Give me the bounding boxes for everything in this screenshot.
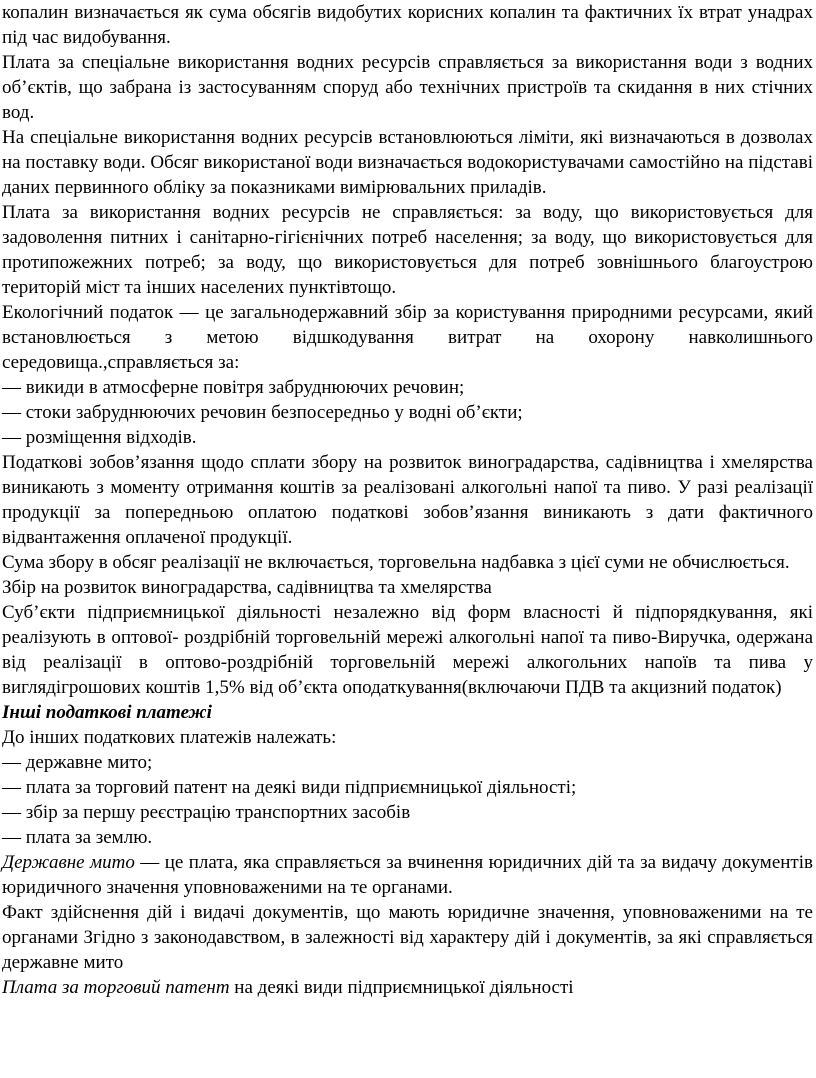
paragraph-vineyard-fee-title: Збір на розвиток виноградарства, садівництва та хмелярства (2, 577, 492, 598)
paragraph-legal-actions: Факт здійснення дій і видачі документів, що мають юридичне значення, уповноваженими на те органами Згідно з законодавством, в залежності від характеру дій і документів, за які справляється державне мито (2, 902, 813, 973)
paragraph-trade-patent-text: на деякі види підприємницької діяльності (229, 977, 574, 998)
paragraph-business-entities: Суб’єкти підприємницької діяльності незалежно від форм власності й підпорядкування, які реалізують в оптової- роздрібній торговельній мережі алкогольні напої та пиво-Виручка, одержана від реалізації в оптово-роздрібній торговельній мережі алкогольних напоїв та пива у виглядігрошових коштів 1,5% від об’єкта оподаткування(включаючи ПДВ та акцизний податок) (2, 602, 813, 698)
paragraph-tax-obligations: Податкові зобов’язання щодо сплати збору на розвиток виноградарства, садівництва і хмелярства виникають з моменту отримання коштів за реалізовані алкогольні напої та пиво. У разі реалізації продукції за попередньою оплатою податкові зобов’язання виникають з дати фактичного відвантаження оплаченої продукції. (2, 452, 813, 548)
list-item: — плата за землю. (2, 827, 153, 848)
list-item: — державне мито; (2, 752, 153, 773)
term-trade-patent: Плата за торговий патент (2, 977, 230, 998)
paragraph-state-duty (2, 850, 813, 900)
paragraph-trade-patent (2, 975, 813, 1000)
paragraph-water-fee: Плата за спеціальне використання водних ресурсів справляється за використання води з водних об’єктів, що забрана із застосуванням споруд або технічних пристроїв та скидання в них стічних вод. (2, 52, 813, 123)
list-item: — викиди в атмосферне повітря забруднюючих речовин; (2, 377, 465, 398)
paragraph-water-exemptions: Плата за використання водних ресурсів не справляється: за воду, що використовується для задоволення питних і санітарно-гігієнічних потреб населення; за воду, що використовується для протипожежних потреб; за воду, що використовується для потреб зовнішнього благоустрою територій міст та інших населених пунктівтощо. (2, 202, 813, 298)
list-item: — збір за першу реєстрацію транспортних засобів (2, 802, 411, 823)
paragraph-other-payments: До інших податкових платежів належать: (2, 727, 337, 748)
list-item: — розміщення відходів. (2, 427, 197, 448)
list-item: — плата за торговий патент на деякі види підприємницької діяльності; (2, 777, 577, 798)
paragraph-mineral-extraction: копалин визначається як сума обсягів видобутих корисних копалин та фактичних їх втрат унадрах під час видобування. (2, 2, 813, 48)
section-heading: Інші податкові платежі (2, 702, 212, 723)
paragraph-state-duty-text: — це плата, яка справляється за вчинення юридичних дій та за видачу документів юридичного значення уповноваженими на те органами. (2, 852, 813, 898)
paragraph-water-limits: На спеціальне використання водних ресурсів встановлюються ліміти, які визначаються в дозволах на поставку води. Обсяг використаної води визначається водокористувачами самостійно на підставі даних первинного обліку за показниками вимірювальних приладів. (2, 127, 813, 198)
paragraph-ecological-tax: Екологічний податок — це загальнодержавний збір за користування природними ресурсами, який встановлюється з метою відшкодування витрат на охорону навколишнього середовища.,справляється за: (2, 302, 813, 373)
list-item: — стоки забруднюючих речовин безпосередньо у водні об’єкти; (2, 402, 523, 423)
term-state-duty: Державне мито (2, 852, 135, 873)
paragraph-fee-sum: Сума збору в обсяг реалізації не включається, торговельна надбавка з цієї суми не обчислюється. (2, 552, 790, 573)
